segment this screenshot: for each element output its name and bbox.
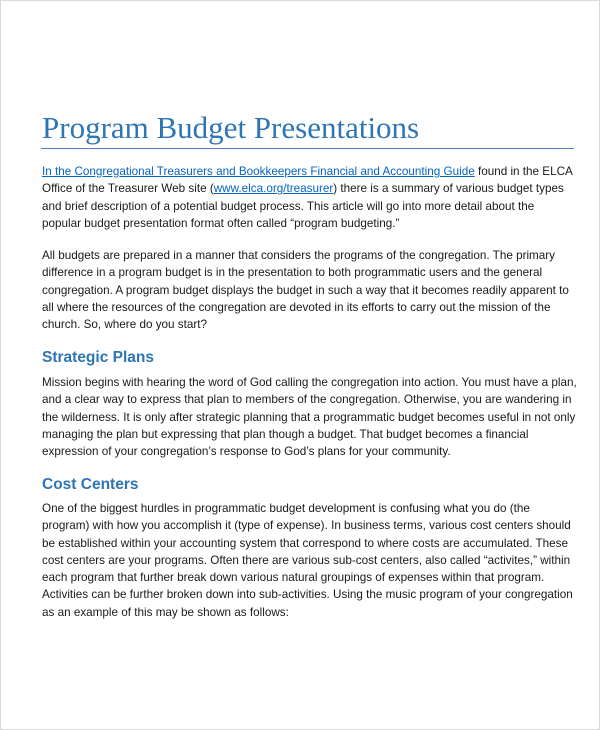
paragraph-line: church. So, where do you start?: [42, 318, 208, 332]
strategic-plans-paragraph: [42, 374, 577, 460]
paragraph-line: managing the plan but expressing that plan though a budget. That budget becomes a financial: [42, 427, 529, 441]
paragraph-line: Mission begins with hearing the word of God calling the congregation into action. You must have a plan,: [42, 376, 577, 389]
paragraph-line: and a clear way to express that plan to members of the congregation. Otherwise, you are wandering in: [42, 393, 572, 407]
paragraph-line: program) with how you accomplish it (type of expense). In business terms, various cost centers should: [42, 519, 571, 533]
paragraph-line: All budgets are prepared in a manner that considers the programs of the congregation. The primary: [42, 249, 556, 262]
intro-paragraph: [42, 163, 573, 232]
intro-line-2-after: ) there is a summary of various budget types: [333, 182, 564, 196]
paragraph-line: all where the resources of the congregation are devoted in its efforts to carry out the mission of the: [42, 300, 551, 314]
paragraph-line: be established within your accounting system that correspond to where costs are accumulated. These: [42, 536, 569, 550]
paragraph-line: Activities can be further broken down into sub-activities. Using the music program of your congregation: [42, 588, 573, 602]
guide-link[interactable]: In the Congregational Treasurers and Bookkeepers Financial and Accounting Guide: [42, 165, 475, 178]
paragraph-line: congregation. A program budget displays the budget in such a way that it becomes readily apparent to: [42, 283, 569, 297]
paragraph-line: difference in a program budget is in the presentation to both programmatic users and the general: [42, 266, 543, 280]
page-title: Program Budget Presentations: [42, 110, 420, 145]
paragraph-line: expression of your congregation’s response to God’s plans for your community.: [42, 445, 451, 459]
intro-line-2: [42, 180, 562, 197]
paragraph-line: as an example of this may be shown as follows:: [42, 605, 289, 619]
paragraph-line: the wilderness. It is only after strategic planning that a programmatic budget becomes useful in not only: [42, 410, 576, 424]
budgets-paragraph: [42, 247, 569, 333]
intro-line-2-before: Office of the Treasurer Web site (: [42, 182, 214, 196]
treasurer-site-link[interactable]: www.elca.org/treasurer: [213, 182, 334, 196]
cost-centers-heading: Cost Centers: [42, 476, 139, 493]
intro-line-3: and brief description of a potential budget process. This article will go into more detail about the: [42, 199, 535, 213]
strategic-plans-heading: Strategic Plans: [42, 349, 154, 366]
title-underline-rule: [41, 148, 574, 149]
paragraph-line: One of the biggest hurdles in programmatic budget development is confusing what you do (the: [42, 502, 530, 515]
intro-line-1-text: found in the ELCA: [474, 165, 573, 178]
paragraph-line: cost centers are your programs. Often there are various sub-cost centers, also called “activites,” within: [42, 553, 571, 567]
paragraph-line: each program that further break down various natural groupings of expenses within that program.: [42, 571, 545, 585]
intro-line-4: popular budget presentation format often called “program budgeting.”: [42, 216, 400, 230]
cost-centers-paragraph: [42, 500, 573, 621]
intro-line-1: [42, 163, 573, 180]
